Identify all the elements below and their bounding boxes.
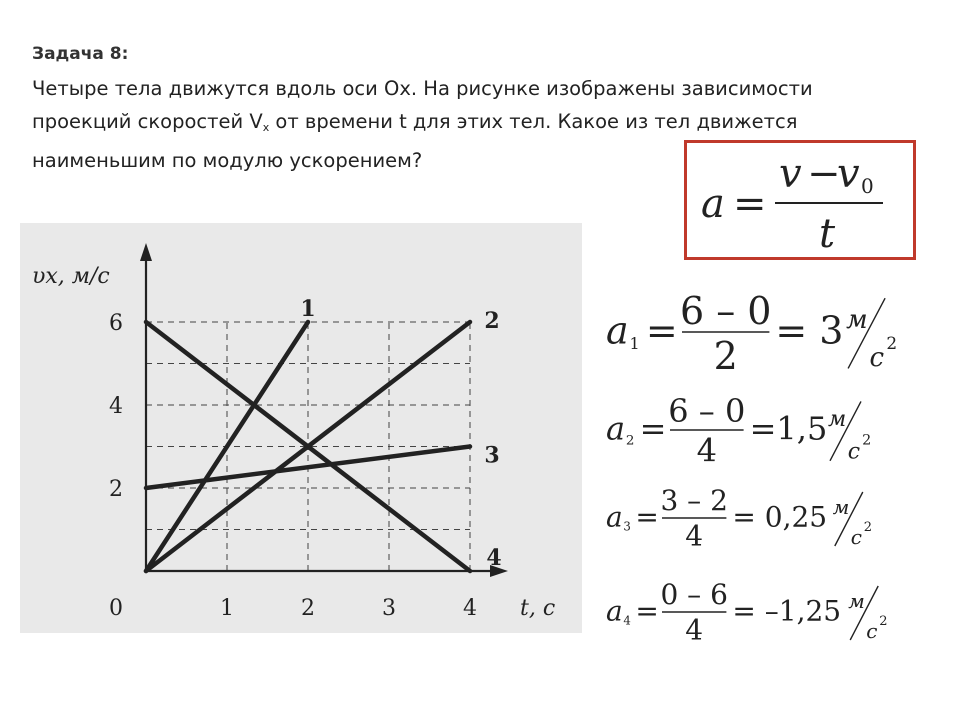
calc-eq: = bbox=[635, 594, 659, 628]
x-tick-label: 2 bbox=[301, 596, 315, 621]
calc-numerator: 6 – 0 bbox=[679, 289, 772, 333]
calc-row bbox=[606, 578, 887, 646]
formula-num-v0: v bbox=[837, 151, 860, 197]
chart-labels bbox=[32, 264, 555, 621]
velocity-time-chart bbox=[20, 223, 582, 633]
series-label-2: 2 bbox=[484, 308, 500, 334]
calc-lhs: a bbox=[606, 500, 623, 534]
calc-lhs-sub: 4 bbox=[623, 613, 631, 628]
calc-unit-exp: 2 bbox=[862, 432, 872, 449]
calc-unit-bottom: с bbox=[866, 619, 878, 643]
calc-unit-bottom: с bbox=[869, 342, 885, 373]
calc-eq: = bbox=[645, 308, 678, 353]
calc-numerator: 6 – 0 bbox=[668, 392, 746, 430]
calc-numerator: 3 – 2 bbox=[660, 484, 728, 517]
calc-lhs-sub: 2 bbox=[625, 433, 635, 449]
calculations bbox=[596, 270, 936, 654]
task-text-part2: от времени t для этих тел. Какое из тел движется наименьшим по модулю ускорением? bbox=[32, 110, 798, 172]
x-tick-label: 4 bbox=[463, 596, 477, 621]
series-label-3: 3 bbox=[484, 442, 500, 469]
velocity-graph-panel bbox=[20, 223, 582, 633]
series-label-1: 1 bbox=[300, 296, 316, 322]
calc-lhs: a bbox=[606, 409, 626, 448]
calc-numerator: 0 – 6 bbox=[660, 578, 728, 611]
y-tick-label: 6 bbox=[109, 311, 123, 336]
formula-den: t bbox=[819, 211, 836, 257]
y-axis-arrow bbox=[140, 243, 152, 261]
calc-unit-exp: 2 bbox=[863, 520, 873, 535]
calc-denominator: 2 bbox=[713, 334, 738, 379]
y-tick-label: 2 bbox=[109, 477, 123, 502]
y-axis-label: υx, м/с bbox=[32, 264, 110, 289]
calc-denominator: 4 bbox=[696, 431, 717, 470]
calc-row bbox=[606, 289, 897, 378]
calc-lhs: a bbox=[606, 308, 629, 353]
calc-unit-exp: 2 bbox=[879, 614, 888, 629]
calc-lhs-sub: 1 bbox=[629, 334, 640, 354]
acceleration-formula bbox=[684, 140, 916, 260]
calc-unit-top: м bbox=[846, 305, 868, 335]
x-tick-label: 1 bbox=[220, 596, 234, 621]
calc-eq: = bbox=[635, 500, 659, 534]
formula-eq: = bbox=[733, 181, 767, 227]
calc-result: =1,5 bbox=[749, 409, 828, 448]
chart-axes bbox=[140, 243, 508, 577]
formula-num-minus: − bbox=[807, 151, 841, 197]
calc-row bbox=[606, 484, 872, 552]
calc-result: = 3 bbox=[775, 308, 844, 353]
calc-eq: = bbox=[639, 409, 667, 448]
y-tick-label: 4 bbox=[109, 394, 123, 419]
calculations-svg bbox=[596, 270, 936, 650]
x-tick-label: 3 bbox=[382, 596, 396, 621]
calc-row bbox=[606, 392, 871, 469]
calc-unit-top: м bbox=[828, 407, 847, 432]
formula-num-v: v bbox=[779, 151, 802, 197]
calc-unit-top: м bbox=[832, 495, 850, 519]
formula-lhs: a bbox=[701, 181, 725, 227]
calc-lhs: a bbox=[606, 594, 623, 628]
calc-unit-exp: 2 bbox=[886, 332, 898, 353]
calc-result: = –1,25 bbox=[732, 594, 842, 628]
x-axis-label: t, с bbox=[520, 596, 556, 621]
task-title: Задача 8: bbox=[32, 44, 129, 64]
calc-unit-bottom: с bbox=[847, 439, 861, 465]
calc-unit-top: м bbox=[848, 589, 865, 613]
task-text-subscript: x bbox=[262, 121, 270, 134]
calc-lhs-sub: 3 bbox=[623, 519, 631, 534]
calc-denominator: 4 bbox=[685, 613, 704, 647]
calc-unit-bottom: с bbox=[850, 525, 863, 549]
calc-denominator: 4 bbox=[685, 519, 704, 553]
formula-num-v0-sub: 0 bbox=[861, 174, 874, 198]
calc-result: = 0,25 bbox=[732, 500, 828, 534]
task-text-part1: Четыре тела движутся вдоль оси Ох. На рисунке изображены зависимости проекций скоростей V bbox=[32, 77, 813, 133]
x-tick-label: 0 bbox=[109, 596, 123, 621]
series-label-4: 4 bbox=[486, 545, 502, 571]
